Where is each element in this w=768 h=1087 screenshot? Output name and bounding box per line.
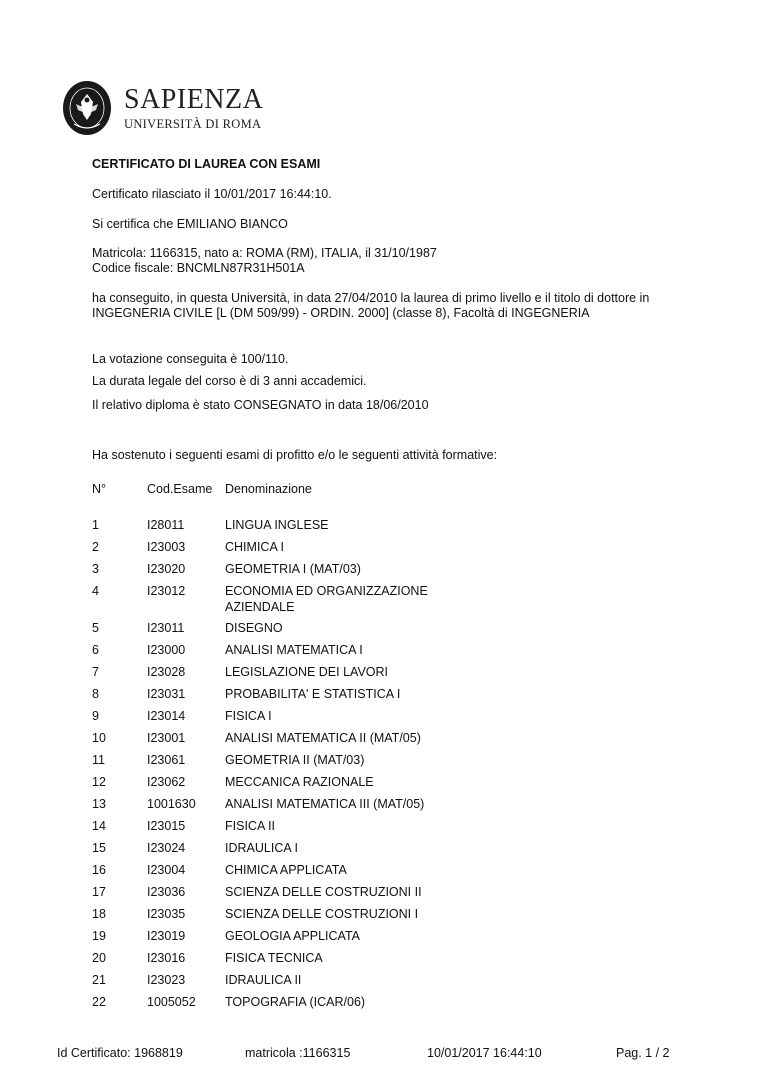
brand-subtitle: UNIVERSITÀ DI ROMA xyxy=(124,117,262,131)
exam-number: 17 xyxy=(92,885,106,899)
exam-name: ANALISI MATEMATICA I xyxy=(225,643,363,657)
exam-name: FISICA TECNICA xyxy=(225,951,323,965)
exam-code: I23062 xyxy=(147,775,186,789)
header-name: Denominazione xyxy=(225,482,312,496)
exam-number: 15 xyxy=(92,841,106,855)
exam-number: 13 xyxy=(92,797,106,811)
exam-code: I23061 xyxy=(147,753,186,767)
degree-line-1: ha conseguito, in questa Università, in data 27/04/2010 la laurea di primo livello e il titolo di dottore in xyxy=(92,291,650,305)
codice-fiscale-line: Codice fiscale: BNCMLN87R31H501A xyxy=(92,261,305,275)
exam-number: 18 xyxy=(92,907,106,921)
exam-number: 12 xyxy=(92,775,106,789)
exam-code: I23000 xyxy=(147,643,186,657)
matricola-line: Matricola: 1166315, nato a: ROMA (RM), ITALIA, il 31/10/1987 xyxy=(92,246,437,260)
exam-number: 5 xyxy=(92,621,99,635)
duration-line: La durata legale del corso è di 3 anni accademici. xyxy=(92,374,367,388)
exam-name: ANALISI MATEMATICA III (MAT/05) xyxy=(225,797,425,811)
exam-name: IDRAULICA I xyxy=(225,841,298,855)
exam-name: SCIENZA DELLE COSTRUZIONI I xyxy=(225,907,419,921)
exam-code: 1005052 xyxy=(147,995,196,1009)
exam-code: 1001630 xyxy=(147,797,196,811)
brand xyxy=(124,86,263,132)
exam-code: I23004 xyxy=(147,863,186,877)
exam-name: IDRAULICA II xyxy=(225,973,302,987)
exam-name: CHIMICA APPLICATA xyxy=(225,863,347,877)
exam-name: MECCANICA RAZIONALE xyxy=(225,775,374,789)
exam-code: I23015 xyxy=(147,819,186,833)
exam-number: 22 xyxy=(92,995,106,1009)
exam-name: PROBABILITA' E STATISTICA I xyxy=(225,687,401,701)
exam-number: 7 xyxy=(92,665,99,679)
exam-name: TOPOGRAFIA (ICAR/06) xyxy=(225,995,366,1009)
exams-intro: Ha sostenuto i seguenti esami di profitto e/o le seguenti attività formative: xyxy=(92,448,498,462)
exam-code: I23011 xyxy=(147,621,185,635)
exam-name: LINGUA INGLESE xyxy=(225,518,329,532)
exam-number: 19 xyxy=(92,929,106,943)
header-code: Cod.Esame xyxy=(147,482,213,496)
exam-code: I23024 xyxy=(147,841,186,855)
exam-name: ECONOMIA ED ORGANIZZAZIONE AZIENDALE xyxy=(225,584,428,614)
exam-name: FISICA I xyxy=(225,709,272,723)
exam-number: 16 xyxy=(92,863,106,877)
exam-code: I23023 xyxy=(147,973,186,987)
university-seal-icon xyxy=(62,80,112,136)
footer-matricola: matricola :1166315 xyxy=(245,1046,351,1060)
footer-certificate-id: Id Certificato: 1968819 xyxy=(57,1046,183,1060)
exam-code: I23035 xyxy=(147,907,186,921)
exam-name: DISEGNO xyxy=(225,621,283,635)
vote-line: La votazione conseguita è 100/110. xyxy=(92,352,289,366)
exam-name: CHIMICA I xyxy=(225,540,285,554)
exam-number: 2 xyxy=(92,540,99,554)
issued-line: Certificato rilasciato il 10/01/2017 16:44:10. xyxy=(92,187,332,201)
exam-number: 10 xyxy=(92,731,106,745)
diploma-line: Il relativo diploma è stato CONSEGNATO in data 18/06/2010 xyxy=(92,398,429,412)
exam-name: GEOLOGIA APPLICATA xyxy=(225,929,361,943)
exam-code: I23020 xyxy=(147,562,186,576)
header-number: N° xyxy=(92,482,107,496)
footer-page-number: Pag. 1 / 2 xyxy=(616,1046,670,1060)
document-title: CERTIFICATO DI LAUREA CON ESAMI xyxy=(92,157,321,171)
exam-name: GEOMETRIA II (MAT/03) xyxy=(225,753,365,767)
exam-code: I23001 xyxy=(147,731,186,745)
exam-code: I28011 xyxy=(147,518,185,532)
exam-number: 21 xyxy=(92,973,106,987)
exam-number: 11 xyxy=(92,753,105,767)
exam-code: I23003 xyxy=(147,540,186,554)
exam-code: I23012 xyxy=(147,584,186,598)
footer-datetime: 10/01/2017 16:44:10 xyxy=(427,1046,542,1060)
exam-number: 4 xyxy=(92,584,99,598)
sapienza-logo xyxy=(62,80,264,138)
exam-name: LEGISLAZIONE DEI LAVORI xyxy=(225,665,389,679)
certifies-line: Si certifica che EMILIANO BIANCO xyxy=(92,217,288,231)
brand-name: SAPIENZA xyxy=(124,84,264,115)
exam-name: SCIENZA DELLE COSTRUZIONI II xyxy=(225,885,422,899)
exam-code: I23036 xyxy=(147,885,186,899)
exam-name: GEOMETRIA I (MAT/03) xyxy=(225,562,361,576)
exam-code: I23014 xyxy=(147,709,186,723)
exam-number: 1 xyxy=(92,518,99,532)
exam-number: 6 xyxy=(92,643,99,657)
exam-code: I23028 xyxy=(147,665,186,679)
exam-number: 3 xyxy=(92,562,99,576)
exam-code: I23019 xyxy=(147,929,186,943)
exam-code: I23016 xyxy=(147,951,186,965)
exam-name: ANALISI MATEMATICA II (MAT/05) xyxy=(225,731,421,745)
exam-number: 8 xyxy=(92,687,99,701)
exam-number: 20 xyxy=(92,951,106,965)
exam-code: I23031 xyxy=(147,687,186,701)
exam-number: 14 xyxy=(92,819,106,833)
degree-line-2: INGEGNERIA CIVILE [L (DM 509/99) - ORDIN. 2000] (classe 8), Facoltà di INGEGNERIA xyxy=(92,306,590,320)
exam-name: FISICA II xyxy=(225,819,276,833)
exam-number: 9 xyxy=(92,709,99,723)
